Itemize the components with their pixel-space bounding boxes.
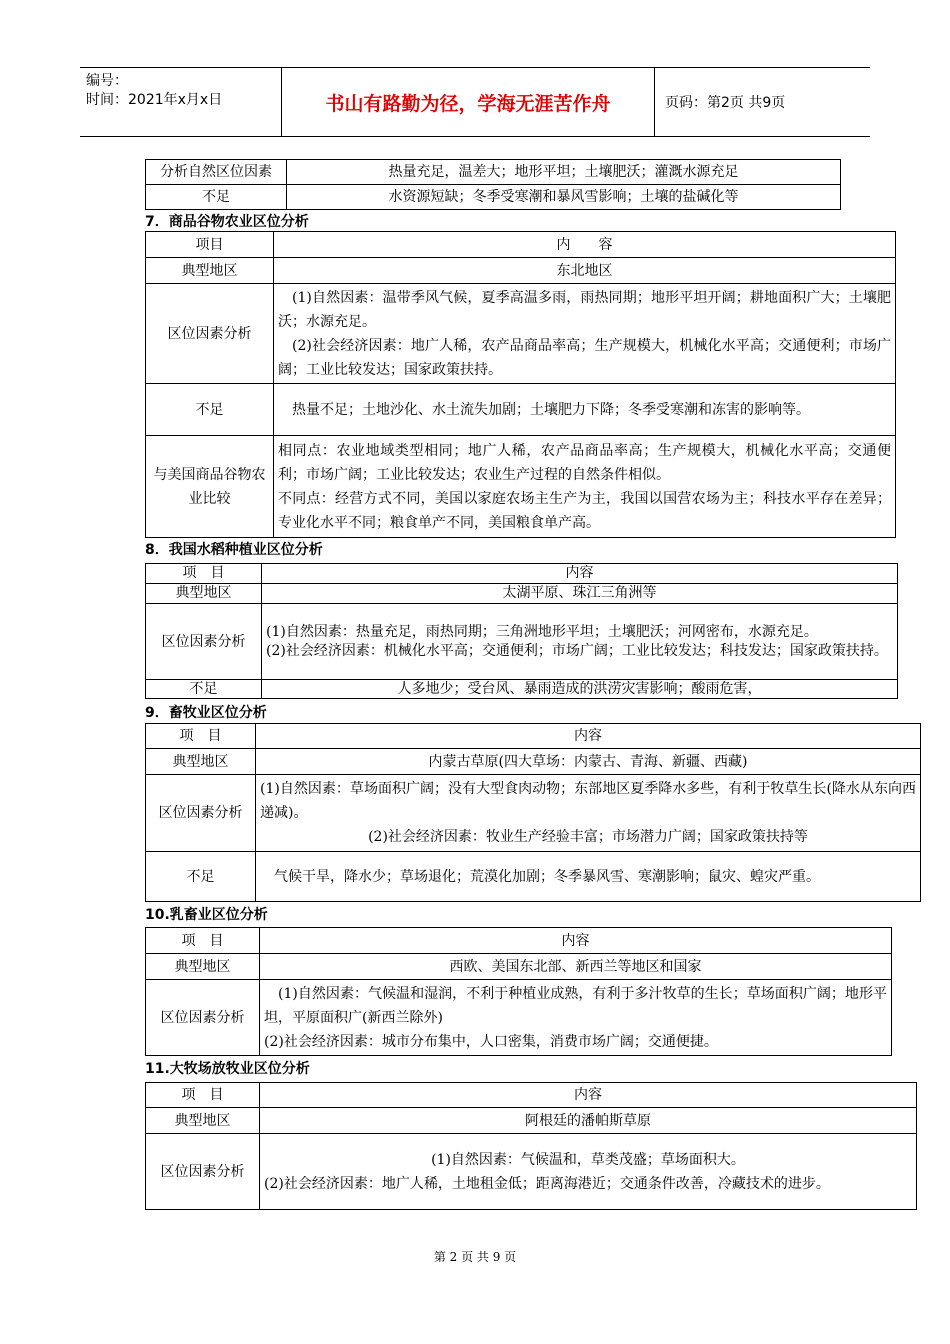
compare-label: 与美国商品谷物农业比较 bbox=[146, 436, 274, 538]
different-points: 不同点：经营方式不同，美国以家庭农场主生产为主，我国以国营农场为主；科技水平存在差异；专业化水平不同；粮食单产不同，美国粮食单产高。 bbox=[278, 490, 891, 531]
header-content: 内容 bbox=[260, 1083, 917, 1108]
table-row bbox=[146, 384, 896, 436]
lack-value: 气候干旱，降水少；草场退化；荒漠化加剧；冬季暴风雪、寒潮影响；鼠灾、蝗灾严重。 bbox=[256, 852, 921, 902]
factors-content bbox=[274, 284, 896, 384]
factors-label: 区位因素分析 bbox=[146, 1134, 260, 1210]
header-content: 内容 bbox=[262, 564, 898, 584]
section-title-10: 10.乳畜业区位分析 bbox=[145, 907, 268, 923]
header-item: 项 目 bbox=[146, 1083, 260, 1108]
region-value: 太湖平原、珠江三角洲等 bbox=[262, 584, 898, 604]
table-header-row bbox=[146, 928, 892, 954]
header-content: 内容 bbox=[256, 724, 921, 749]
section-title-8: 8．我国水稻种植业区位分析 bbox=[145, 542, 323, 558]
factors-content bbox=[260, 980, 892, 1056]
table-continued bbox=[145, 159, 841, 210]
table-row bbox=[146, 584, 898, 604]
factors-label: 区位因素分析 bbox=[146, 980, 260, 1056]
header-content: 内容 bbox=[260, 928, 892, 954]
date-label: 时间：2021年x月x日 bbox=[86, 92, 223, 108]
header-meta bbox=[80, 68, 282, 136]
table-row bbox=[146, 749, 921, 775]
table-header-row bbox=[146, 232, 896, 258]
natural-factor: (1)自然因素：气候温和湿润，不利于种植业成熟，有利于多汁牧草的生长；草场面积广阔；地形平坦，平原面积广(新西兰除外) bbox=[264, 985, 887, 1026]
natural-factor: (1)自然因素：温带季风气候，夏季高温多雨，雨热同期；地形平坦开阔；耕地面积广大；土壤肥沃；水源充足。 bbox=[278, 289, 891, 330]
factors-label: 区位因素分析 bbox=[146, 604, 262, 680]
factors-content bbox=[256, 775, 921, 852]
table-row bbox=[146, 775, 921, 852]
section-title-9: 9．畜牧业区位分析 bbox=[145, 705, 267, 721]
social-factor: (2)社会经济因素：牧业生产经验丰富；市场潜力广阔；国家政策扶持等 bbox=[368, 829, 808, 845]
social-factor: (2)社会经济因素：城市分布集中，人口密集，消费市场广阔；交通便捷。 bbox=[264, 1033, 718, 1050]
table-row bbox=[146, 258, 896, 284]
region-label: 典型地区 bbox=[146, 584, 262, 604]
header-item: 项目 bbox=[146, 232, 274, 258]
table-header-row bbox=[146, 564, 898, 584]
header-item: 项 目 bbox=[146, 724, 256, 749]
header-content: 内 容 bbox=[274, 232, 896, 258]
table-header-row bbox=[146, 1083, 917, 1108]
table-row bbox=[146, 852, 921, 902]
table-row bbox=[146, 436, 896, 538]
region-value: 阿根廷的潘帕斯草原 bbox=[260, 1108, 917, 1134]
natural-factor: (1)自然因素：气候温和，草类茂盛；草场面积大。 bbox=[431, 1151, 745, 1168]
table-section-8 bbox=[145, 563, 898, 699]
table-row bbox=[146, 954, 892, 980]
table-row bbox=[146, 604, 898, 680]
row-label: 分析自然区位因素 bbox=[146, 160, 287, 185]
compare-content bbox=[274, 436, 896, 538]
table-row bbox=[146, 980, 892, 1056]
table-row bbox=[146, 284, 896, 384]
lack-label: 不足 bbox=[146, 680, 262, 699]
header-motto: 书山有路勤为径，学海无涯苦作舟 bbox=[282, 68, 655, 136]
region-label: 典型地区 bbox=[146, 749, 256, 775]
table-row bbox=[146, 1134, 917, 1210]
lack-value: 人多地少；受台风、暴雨造成的洪涝灾害影响；酸雨危害， bbox=[262, 680, 898, 699]
region-label: 典型地区 bbox=[146, 258, 274, 284]
section-title-11: 11.大牧场放牧业区位分析 bbox=[145, 1061, 310, 1077]
factors-label: 区位因素分析 bbox=[146, 284, 274, 384]
row-content: 热量充足，温差大；地形平坦；土壤肥沃；灌溉水源充足 bbox=[287, 160, 841, 185]
table-row bbox=[146, 1108, 917, 1134]
lack-label: 不足 bbox=[146, 852, 256, 902]
social-factor: (2)社会经济因素：机械化水平高；交通便利；市场广阔；工业比较发达；科技发达；国家政策扶持。 bbox=[266, 642, 888, 659]
header-item: 项 目 bbox=[146, 928, 260, 954]
table-section-10 bbox=[145, 927, 892, 1056]
factors-label: 区位因素分析 bbox=[146, 775, 256, 852]
section-title-7: 7．商品谷物农业区位分析 bbox=[145, 214, 309, 230]
table-section-11 bbox=[145, 1082, 917, 1210]
factors-content bbox=[262, 604, 898, 680]
table-section-7 bbox=[145, 231, 896, 538]
table-header-row bbox=[146, 724, 921, 749]
region-value: 西欧、美国东北部、新西兰等地区和国家 bbox=[260, 954, 892, 980]
row-label: 不足 bbox=[146, 185, 287, 210]
region-value: 内蒙古草原(四大草场：内蒙古、青海、新疆、西藏) bbox=[256, 749, 921, 775]
number-label: 编号： bbox=[86, 73, 128, 89]
natural-factor: (1)自然因素：草场面积广阔；没有大型食肉动物；东部地区夏季降水多些，有利于牧草生长(降水从东向西递减)。 bbox=[260, 781, 916, 821]
same-points: 相同点：农业地域类型相同；地广人稀，农产品商品率高；生产规模大，机械化水平高；交通便利；市场广阔；工业比较发达；农业生产过程的自然条件相似。 bbox=[278, 442, 891, 483]
lack-value: 热量不足；土地沙化、水土流失加剧；土壤肥力下降；冬季受寒潮和冻害的影响等。 bbox=[274, 384, 896, 436]
social-factor: (2)社会经济因素：地广人稀，土地租金低；距离海港近；交通条件改善，冷藏技术的进步。 bbox=[264, 1175, 830, 1192]
page-header bbox=[80, 67, 870, 137]
table-section-9 bbox=[145, 723, 921, 902]
natural-factor: (1)自然因素：热量充足，雨热同期；三角洲地形平坦；土壤肥沃；河网密布，水源充足。 bbox=[266, 623, 818, 640]
social-factor: (2)社会经济因素：地广人稀，农产品商品率高；生产规模大，机械化水平高；交通便利；市场广阔；工业比较发达；国家政策扶持。 bbox=[278, 337, 891, 378]
region-value: 东北地区 bbox=[274, 258, 896, 284]
lack-label: 不足 bbox=[146, 384, 274, 436]
table-row bbox=[146, 680, 898, 699]
region-label: 典型地区 bbox=[146, 954, 260, 980]
header-page-label: 页码：第2页 共9页 bbox=[665, 95, 786, 111]
page-footer: 第 2 页 共 9 页 bbox=[433, 1250, 517, 1264]
factors-content bbox=[260, 1134, 917, 1210]
region-label: 典型地区 bbox=[146, 1108, 260, 1134]
row-content: 水资源短缺；冬季受寒潮和暴风雪影响；土壤的盐碱化等 bbox=[287, 185, 841, 210]
table-row bbox=[146, 185, 841, 210]
table-row bbox=[146, 160, 841, 185]
header-item: 项 目 bbox=[146, 564, 262, 584]
